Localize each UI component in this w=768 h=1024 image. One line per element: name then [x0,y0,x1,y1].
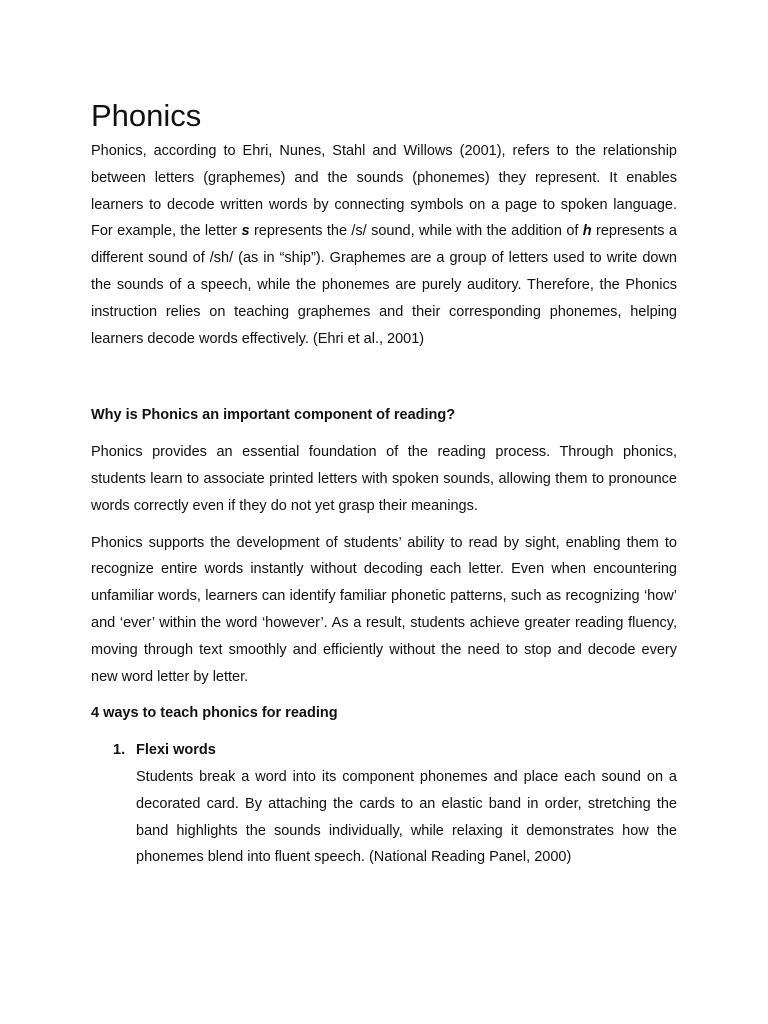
why-paragraph-2: Phonics supports the development of students’ ability to read by sight, enabling them to recognize entire words instantly without decoding each letter. Even when encountering unfamiliar words, learners can identify familiar phonetic patterns, such as recognizing ‘how’ and ‘ever’ within the word ‘however’. As a result, students achieve greater reading fluency, moving through text smoothly and efficiently without the need to stop and decode every new word letter by letter. [91,534,677,685]
letter-s: s [241,223,250,240]
intro-text-3: represents a different sound of /sh/ (as in “ship”). Graphemes are a group of letters used to write down the sounds of a speech, while the phonemes are purely auditory. Therefore, the Phonics instruction relies on teaching graphemes and their corresponding phonemes, helping learners decode words effectively. (Ehri et al., 2001) [91,223,677,347]
ways-list [91,737,677,871]
why-paragraph-1: Phonics provides an essential foundation of the reading process. Through phonics, students learn to associate printed letters with spoken sounds, allowing them to pronounce words correctly even if they do not yet grasp their meanings. [91,444,677,514]
intro-text-2: represents the /s/ sound, while with the addition of [249,223,583,240]
list-item-number: 1. [113,742,126,759]
list-item-body: Students break a word into its component phonemes and place each sound on a decorated card. By attaching the cards to an elastic band in order, stretching the band highlights the sounds individually, while relaxing it demonstrates how the phonemes blend into fluent speech. (National Reading Panel, 2000) [136,768,677,866]
letter-h: h [582,223,592,240]
why-heading: Why is Phonics an important component of reading? [91,407,456,424]
intro-paragraph [91,138,677,352]
intro-text-1: Phonics, according to Ehri, Nunes, Stahl and Willows (2001), refers to the relationship between letters (graphemes) and the sounds (phonemes) they represent. It enables learners to decode written words by connecting symbols on a page to spoken language. For example, the letter [91,143,677,240]
page-title: Phonics [91,98,202,133]
document-body [91,96,677,871]
list-item-title: Flexi words [136,742,216,759]
ways-heading: 4 ways to teach phonics for reading [91,705,338,722]
list-item [91,737,677,871]
